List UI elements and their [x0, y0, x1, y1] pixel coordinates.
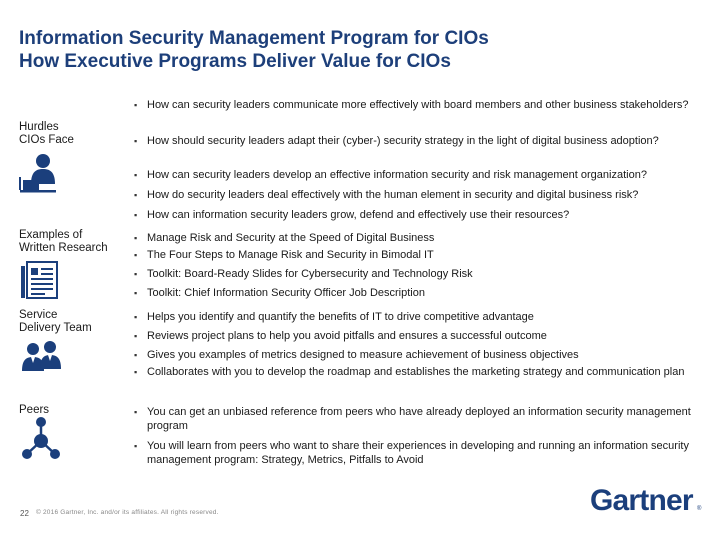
page-number: 22	[20, 509, 29, 518]
title-line-2: How Executive Programs Deliver Value for CIOs	[19, 51, 451, 72]
gartner-logo: Gartner	[590, 484, 693, 517]
document-icon	[17, 256, 65, 304]
registered-mark: ®	[697, 506, 702, 512]
network-nodes-icon	[17, 414, 65, 462]
section-label-research: Examples of Written Research	[19, 229, 108, 254]
title-line-1: Information Security Management Program for CIOs	[19, 28, 489, 49]
copyright-notice: © 2016 Gartner, Inc. and/or its affiliates. All rights reserved.	[36, 509, 219, 516]
section-label-service: Service Delivery Team	[19, 309, 92, 334]
slide-title	[19, 27, 489, 73]
person-at-laptop-icon	[17, 150, 65, 198]
section-label-hurdles: Hurdles CIOs Face	[19, 121, 74, 146]
team-people-icon	[17, 333, 65, 381]
section-label-peers: Peers	[19, 404, 50, 416]
